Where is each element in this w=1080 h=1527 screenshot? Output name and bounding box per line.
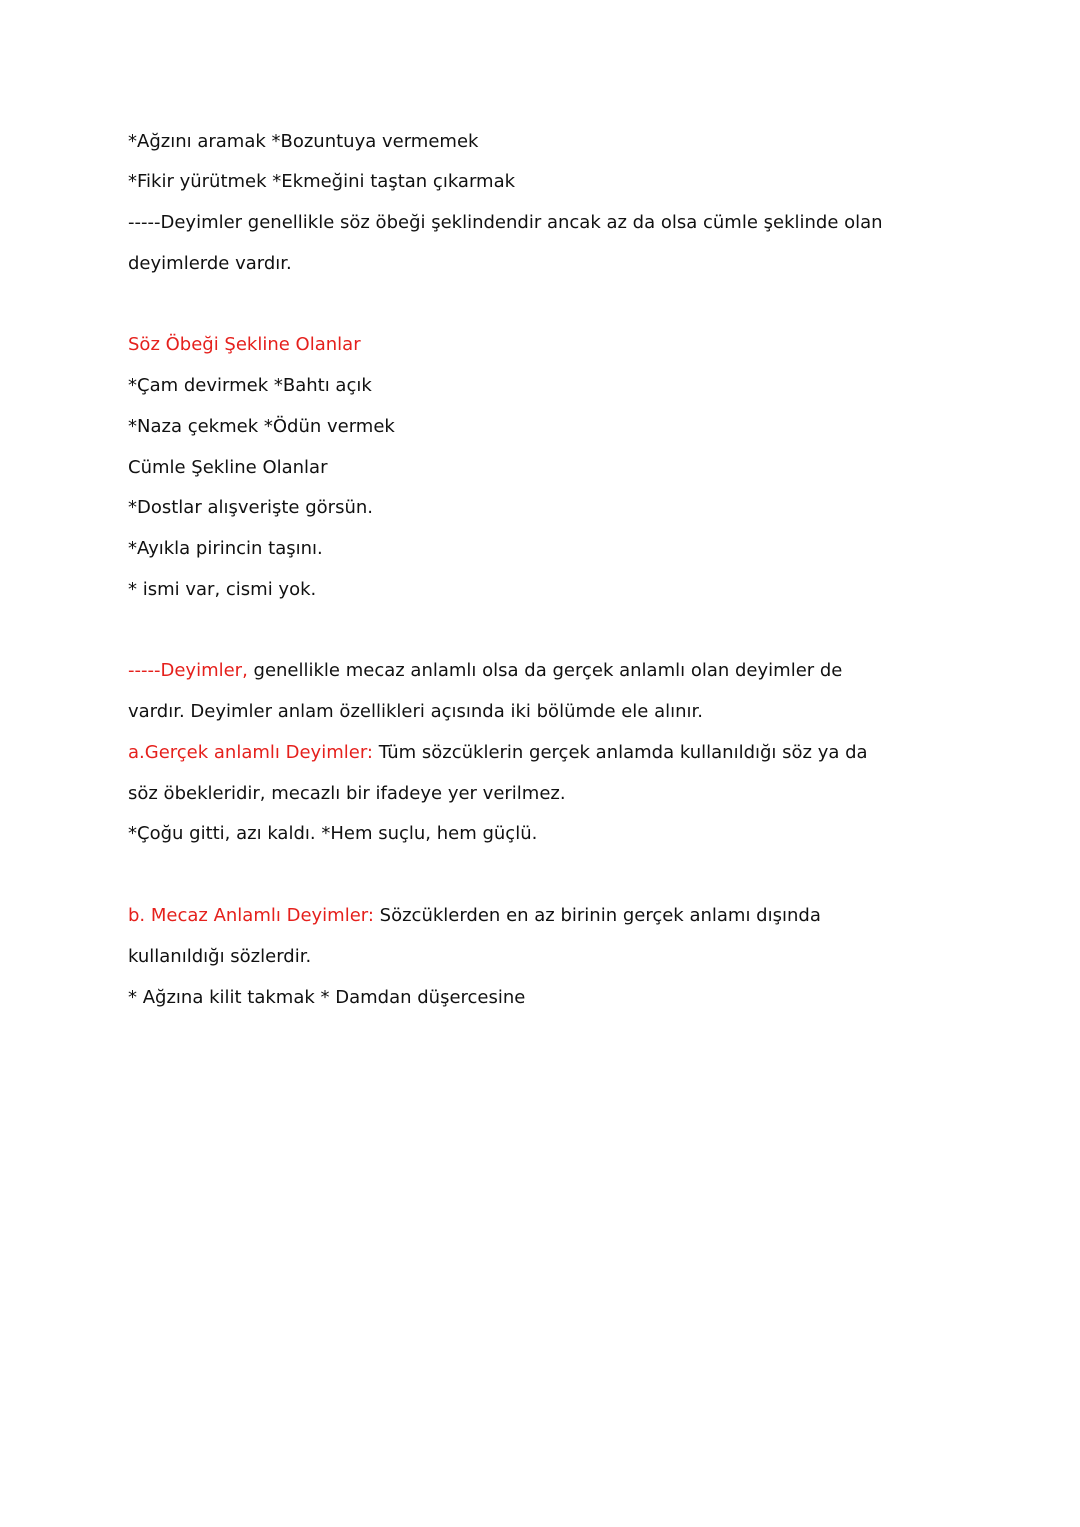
figurative-idioms-examples: * Ağzına kilit takmak * Damdan düşercesine	[128, 987, 526, 1008]
idiom-examples-line-2: *Fikir yürütmek *Ekmeğini taştan çıkarmak	[128, 171, 516, 192]
figurative-idioms-definition-continued: kullanıldığı sözlerdir.	[128, 946, 312, 967]
idiom-form-note-continued: deyimlerde vardır.	[128, 253, 292, 274]
idiom-form-note: -----Deyimler genellikle söz öbeği şeklindendir ancak az da olsa cümle şeklinde olan	[128, 212, 883, 233]
literal-idioms-label: a.Gerçek anlamlı Deyimler:	[128, 742, 373, 763]
figurative-idioms-text: Sözcüklerden en az birinin gerçek anlamı dışında	[373, 905, 821, 926]
meaning-intro	[128, 659, 842, 683]
sentence-form-heading: Cümle Şekline Olanlar	[128, 457, 328, 478]
meaning-intro-continued: vardır. Deyimler anlam özellikleri açısında iki bölümde ele alınır.	[128, 701, 704, 722]
idiom-examples-line-1: *Ağzını aramak *Bozuntuya vermemek	[128, 131, 479, 152]
figurative-idioms-definition	[128, 904, 821, 928]
phrase-form-examples-2: *Naza çekmek *Ödün vermek	[128, 416, 395, 437]
literal-idioms-definition-continued: söz öbekleridir, mecazlı bir ifadeye yer verilmez.	[128, 783, 566, 804]
literal-idioms-text: Tüm sözcüklerin gerçek anlamda kullanıldığı söz ya da	[372, 742, 868, 763]
meaning-intro-text: genellikle mecaz anlamlı olsa da gerçek anlamlı olan deyimler de	[247, 660, 843, 681]
phrase-form-examples-1: *Çam devirmek *Bahtı açık	[128, 375, 372, 396]
meaning-intro-lead: -----Deyimler,	[128, 660, 248, 681]
sentence-form-example-1: *Dostlar alışverişte görsün.	[128, 497, 373, 518]
sentence-form-example-3: * ismi var, cismi yok.	[128, 579, 317, 600]
sentence-form-example-2: *Ayıkla pirincin taşını.	[128, 538, 323, 559]
figurative-idioms-label: b. Mecaz Anlamlı Deyimler:	[128, 905, 374, 926]
phrase-form-heading: Söz Öbeği Şekline Olanlar	[128, 334, 361, 355]
literal-idioms-definition	[128, 741, 868, 765]
literal-idioms-examples: *Çoğu gitti, azı kaldı. *Hem suçlu, hem güçlü.	[128, 823, 538, 844]
